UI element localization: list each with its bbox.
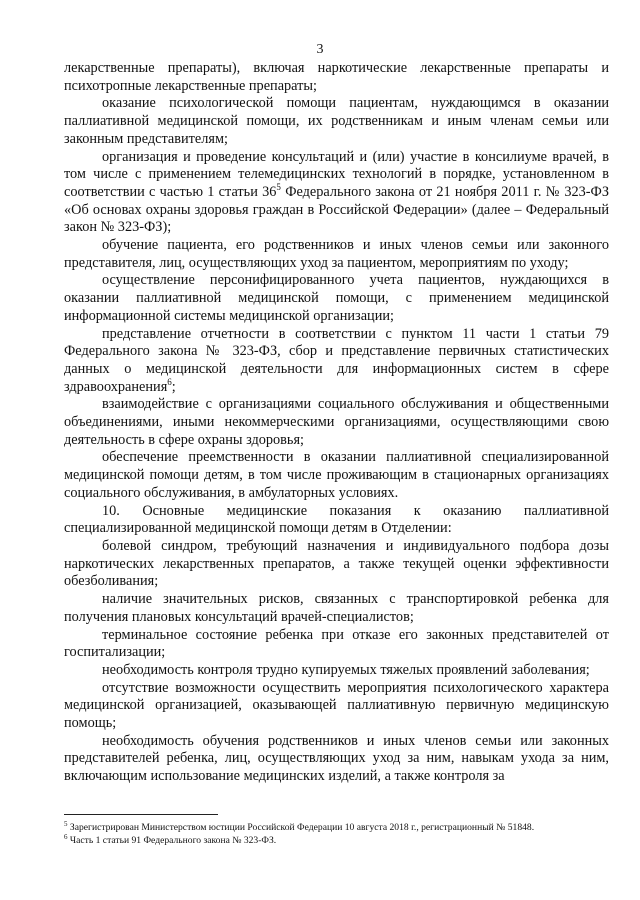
footnote-mark: 5	[64, 819, 68, 828]
paragraph: отсутствие возможности осуществить мероприятия психологического характера медицинской организацией, оказывающей паллиативную первичную медицинскую помощь;	[64, 679, 609, 732]
paragraph: оказание психологической помощи пациентам, нуждающимся в оказании паллиативной медицинской помощи, их родственникам и иным членам семьи или законным представителям;	[64, 95, 609, 147]
paragraph: взаимодействие с организациями социального обслуживания и общественными объединениями, иными некоммерческими организациями, осуществляющими свою деятельность в сфере охраны здоровья;	[64, 396, 609, 448]
footnote-ref: 5	[276, 182, 281, 193]
paragraph: 10. Основные медицинские показания к оказанию паллиативной специализированной медицинской помощи детям в Отделении:	[64, 502, 609, 537]
paragraph: обучение пациента, его родственников и иных членов семьи или законного представителя, лиц, осуществляющих уход за пациентом, мероприятиям по уходу;	[64, 237, 609, 271]
paragraph: лекарственные препараты), включая наркотические лекарственные препараты и психотропные лекарственные препараты;	[64, 60, 609, 94]
footnote-ref: 6	[167, 376, 172, 387]
paragraph: терминальное состояние ребенка при отказе его законных представителей от госпитализации;	[64, 626, 609, 661]
paragraph: организация и проведение консультаций и (или) участие в консилиуме врачей, в том числе с применением телемедицинских технологий в порядке, установленном в соответствии с частью 1 статьи $36^5$ Федерального закона от 21 ноября 2011 г. № 323-ФЗ «Об основах охраны здоровья граждан в Российской Федерации» (далее – Федеральный закон № 323-ФЗ);	[64, 148, 609, 236]
footnote: $^5$ Зарегистрирован Министерством юстиции Российской Федерации 10 августа 2018 г., регистрационный № 51848.	[64, 819, 535, 833]
paragraph: болевой синдром, требующий назначения и индивидуального подбора дозы наркотических лекарственных препаратов, а также текущей оценки эффективности обезболивания;	[64, 537, 609, 590]
paragraph: обеспечение преемственности в оказании паллиативной специализированной медицинской помощи детям, в том числе проживающим в стационарных организациях социального обслуживания, в амбулаторных условиях.	[64, 449, 609, 501]
footnote-mark: 6	[64, 832, 68, 841]
page-number: 3	[316, 42, 324, 57]
footnote-divider	[64, 814, 218, 815]
paragraph: представление отчетности в соответствии с пунктом 11 части 1 статьи 79 Федерального закона № 323-ФЗ, сбор и представление первичных статистических данных о медицинской деятельности для информационных систем в сфере здравоохранения$^6$;	[64, 325, 609, 395]
body-text	[64, 60, 609, 786]
footnote: $^6$ Часть 1 статьи 91 Федерального закона № 323-ФЗ.	[64, 832, 277, 846]
paragraph: осуществление персонифицированного учета пациентов, нуждающихся в оказании паллиативной медицинской помощи, с применением медицинской информационной системы медицинской организации;	[64, 272, 609, 324]
paragraph: необходимость обучения родственников и иных членов семьи или законных представителей ребенка, лиц, осуществляющих уход за ним, навыкам ухода за ним, включающим использование медицинских изделий, а также контроля за	[64, 732, 609, 785]
footnotes	[64, 819, 609, 847]
paragraph: наличие значительных рисков, связанных с транспортировкой ребенка для получения плановых консультаций врачей-специалистов;	[64, 591, 609, 625]
paragraph: необходимость контроля трудно купируемых тяжелых проявлений заболевания;	[102, 661, 590, 678]
